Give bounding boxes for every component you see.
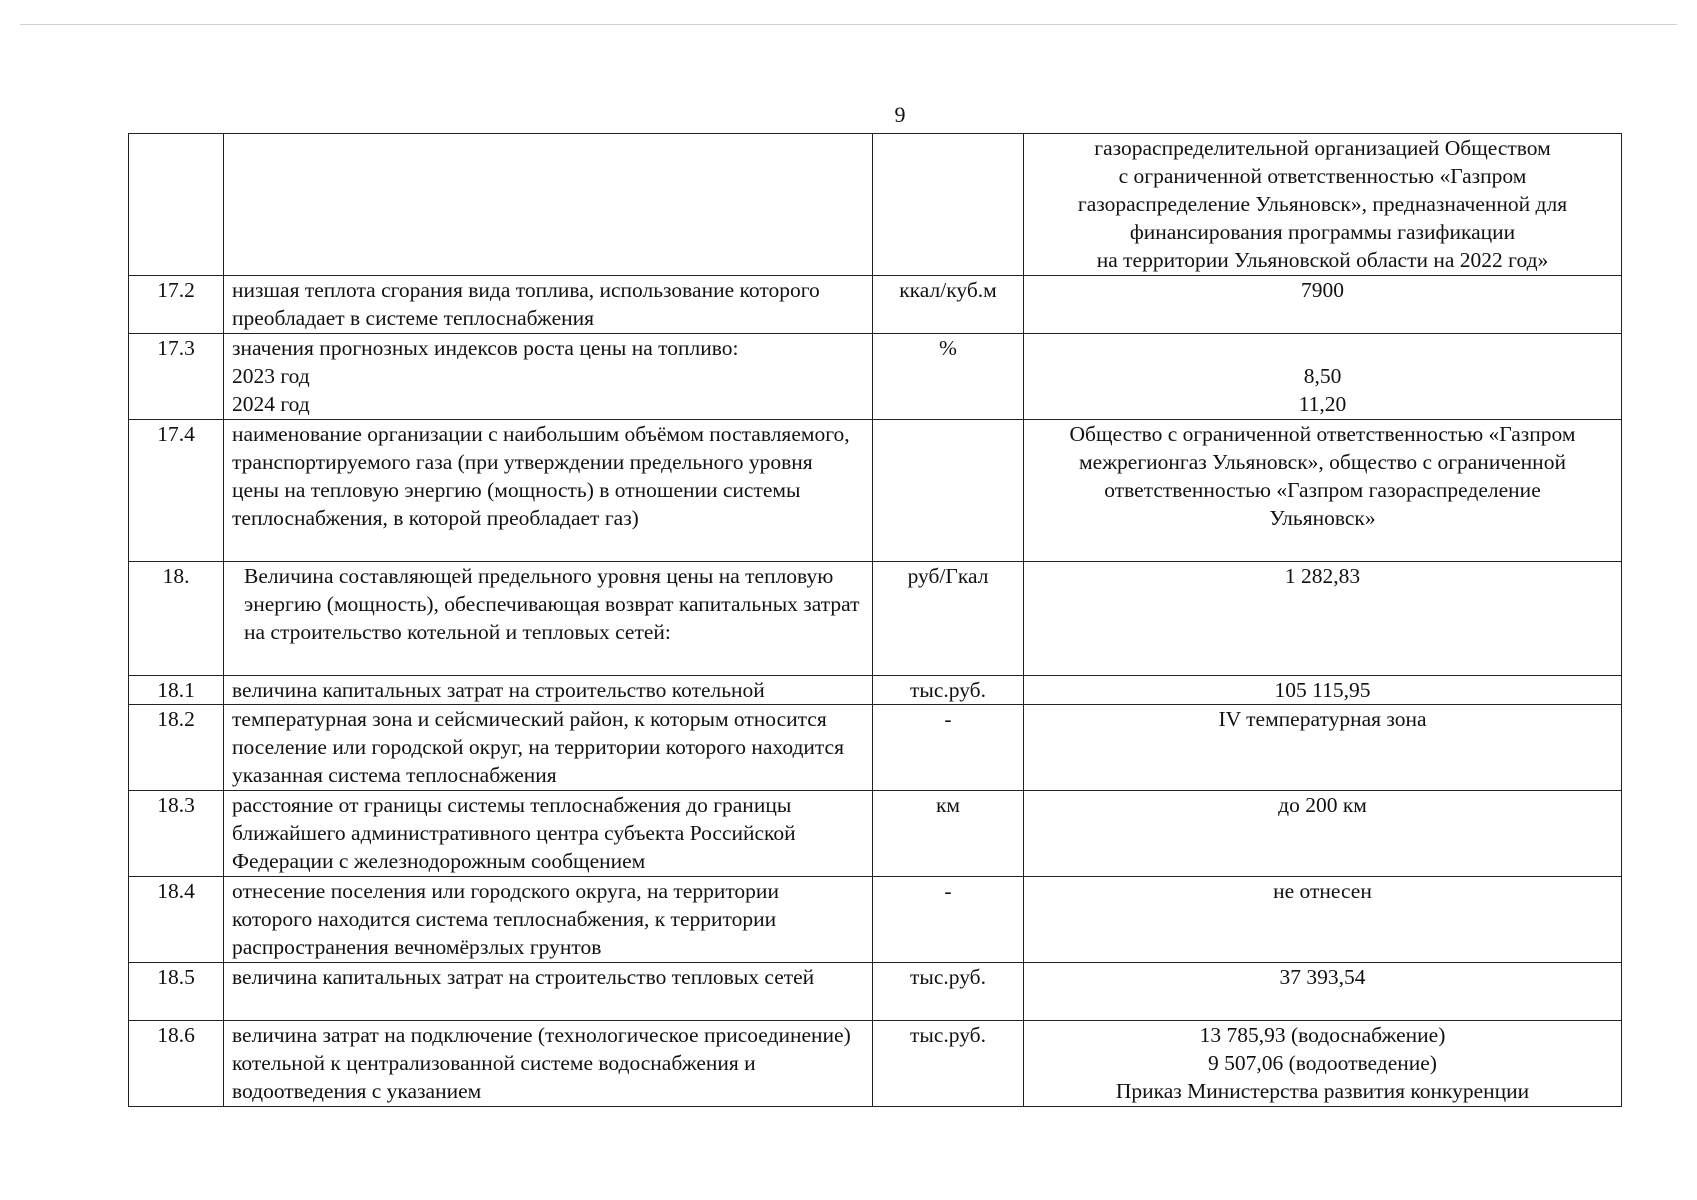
row-unit: - [873, 705, 1024, 791]
row-value [1024, 1021, 1622, 1107]
row-unit: км [873, 791, 1024, 877]
row-number: 18.4 [129, 877, 224, 963]
table-row [129, 1021, 1622, 1107]
value-line: 7900 [1301, 278, 1344, 302]
row-unit [873, 134, 1024, 276]
row-number: 17.4 [129, 420, 224, 562]
value-line: газораспределительной организацией Обществом [1094, 136, 1551, 160]
row-value [1024, 877, 1622, 963]
value-line: 11,20 [1298, 392, 1347, 416]
value-line: газораспределение Ульяновск», предназначенной для [1077, 192, 1568, 216]
row-value [1024, 963, 1622, 1021]
row-name: величина капитальных затрат на строительство котельной [224, 676, 873, 705]
table-row [129, 134, 1622, 276]
top-scan-line [20, 24, 1677, 25]
value-line: до 200 км [1278, 793, 1367, 817]
row-name: отнесение поселения или городского округа, на территории которого находится система теплоснабжения, к территории распространения вечномёрзлых грунтов [224, 877, 873, 963]
row-name: расстояние от границы системы теплоснабжения до границы ближайшего административного центра субъекта Российской Федерации с железнодорожным сообщением [224, 791, 873, 877]
row-unit: ккал/куб.м [873, 276, 1024, 334]
value-line: ответственностью «Газпром газораспределение [1104, 478, 1541, 502]
row-unit: - [873, 877, 1024, 963]
row-value [1024, 562, 1622, 676]
table-row [129, 562, 1622, 676]
row-unit: руб/Гкал [873, 562, 1024, 676]
row-number: 18.1 [129, 676, 224, 705]
page-number: 9 [894, 102, 906, 127]
row-value [1024, 676, 1622, 705]
row-number: 18.5 [129, 963, 224, 1021]
row-value [1024, 420, 1622, 562]
row-name [224, 134, 873, 276]
name-line: значения прогнозных индексов роста цены на топливо: [232, 336, 739, 360]
table-row [129, 705, 1622, 791]
row-number: 18. [129, 562, 224, 676]
row-number: 17.2 [129, 276, 224, 334]
row-name: наименование организации с наибольшим объёмом поставляемого, транспортируемого газа (при утверждении предельного уровня цены на тепловую энергию (мощность) в отношении системы теплоснабжения, в которой преобладает газ) [224, 420, 873, 562]
value-line: 13 785,93 (водоснабжение) [1199, 1023, 1446, 1047]
table-row [129, 420, 1622, 562]
row-unit: % [873, 334, 1024, 420]
row-name: Величина составляющей предельного уровня цены на тепловую энергию (мощность), обеспечивающая возврат капитальных затрат на строительство котельной и тепловых сетей: [224, 562, 873, 676]
table-row [129, 676, 1622, 705]
value-line: 105 115,95 [1274, 678, 1371, 702]
value-line: на территории Ульяновской области на 2022 год» [1096, 248, 1549, 272]
value-line: не отнесен [1273, 879, 1372, 903]
row-value [1024, 334, 1622, 420]
row-unit: тыс.руб. [873, 963, 1024, 1021]
table-row [129, 334, 1622, 420]
table-row [129, 877, 1622, 963]
row-number [129, 134, 224, 276]
row-value [1024, 276, 1622, 334]
row-number: 18.6 [129, 1021, 224, 1107]
row-unit: тыс.руб. [873, 676, 1024, 705]
row-name: температурная зона и сейсмический район, к которым относится поселение или городской округ, на территории которого находится указанная система теплоснабжения [224, 705, 873, 791]
value-line: межрегионгаз Ульяновск», общество с ограниченной [1079, 450, 1566, 474]
value-line: 8,50 [1303, 364, 1342, 388]
name-line: 2024 год [232, 392, 310, 416]
value-line: 9 507,06 (водоотведение) [1208, 1051, 1437, 1075]
value-line: IV температурная зона [1218, 707, 1427, 731]
row-value [1024, 791, 1622, 877]
row-unit: тыс.руб. [873, 1021, 1024, 1107]
row-value [1024, 705, 1622, 791]
row-value [1024, 134, 1622, 276]
table-row [129, 791, 1622, 877]
row-number: 17.3 [129, 334, 224, 420]
row-name: низшая теплота сгорания вида топлива, использование которого преобладает в системе теплоснабжения [224, 276, 873, 334]
table-row [129, 963, 1622, 1021]
name-line: 2023 год [232, 364, 310, 388]
row-number: 18.3 [129, 791, 224, 877]
value-line [1032, 334, 1613, 362]
tariff-table [128, 133, 1622, 1107]
row-number: 18.2 [129, 705, 224, 791]
row-name [224, 334, 873, 420]
value-line: Общество с ограниченной ответственностью «Газпром [1069, 422, 1576, 446]
row-name: величина капитальных затрат на строительство тепловых сетей [224, 963, 873, 1021]
value-line: Приказ Министерства развития конкуренции [1115, 1079, 1530, 1103]
value-line: 37 393,54 [1279, 965, 1366, 989]
value-line: с ограниченной ответственностью «Газпром [1118, 164, 1527, 188]
row-name: величина затрат на подключение (технологическое присоединение) котельной к централизованной системе водоснабжения и водоотведения с указанием [224, 1021, 873, 1107]
value-line: Ульяновск» [1269, 506, 1376, 530]
value-line: финансирования программы газификации [1129, 220, 1516, 244]
table-row [129, 276, 1622, 334]
value-line: 1 282,83 [1284, 564, 1361, 588]
row-unit [873, 420, 1024, 562]
